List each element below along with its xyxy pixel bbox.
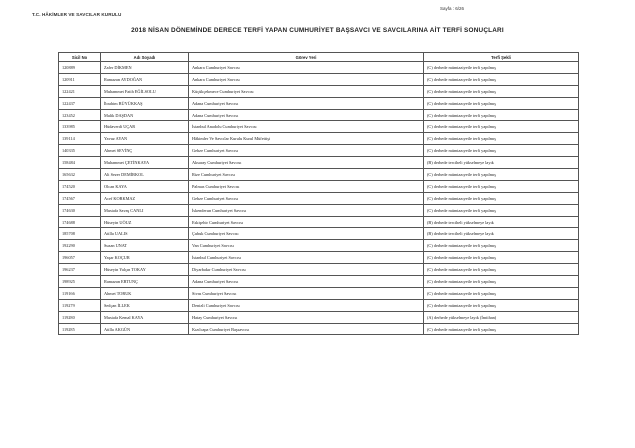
sicil-no-cell: 123452 [59, 109, 101, 121]
promotion-type-cell: (C) derhede mümtazıyetle terfi yapılmış [424, 323, 579, 335]
sicil-no-cell: 140335 [59, 145, 101, 157]
table-row [59, 216, 579, 228]
promotion-type-cell: (C) derhede mümtazıyetle terfi yapılmış [424, 252, 579, 264]
promotion-type-cell: (C) derhede mümtazıyetle terfi yapılmış [424, 73, 579, 85]
sicil-no-cell: 119285 [59, 323, 101, 335]
column-header-sicil-no: Sicil No [59, 53, 101, 62]
name-cell: Zafer DİKMEN [101, 62, 189, 74]
column-header-adi-soyadi: Adı Soyadı [101, 53, 189, 62]
promotion-type-cell: (C) derhede mümtazıyetle terfi yapılmış [424, 276, 579, 288]
sicil-no-cell: 174688 [59, 216, 101, 228]
table-row [59, 287, 579, 299]
sicil-no-cell: 119166 [59, 287, 101, 299]
table-row [59, 133, 579, 145]
duty-location-cell: Adana Cumhuriyet Savcısı [189, 97, 424, 109]
promotion-type-cell: (C) derhede mümtazıyetle terfi yapılmış [424, 287, 579, 299]
promotion-type-cell: (A) derhede yükselmeye layık (İmtihan) [424, 311, 579, 323]
table-row [59, 145, 579, 157]
duty-location-cell: Hâkimler Ve Savcılar Kurulu Kurul Müfettişi [189, 133, 424, 145]
results-table [58, 52, 579, 335]
duty-location-cell: Rize Cumhuriyet Savcısı [189, 169, 424, 181]
sicil-no-cell: 139114 [59, 133, 101, 145]
sicil-no-cell: 120889 [59, 62, 101, 74]
promotion-type-cell: (C) derhede mümtazıyetle terfi yapılmış [424, 85, 579, 97]
sicil-no-cell: 119280 [59, 311, 101, 323]
duty-location-cell: Eskişehir Cumhuriyet Savcısı [189, 216, 424, 228]
sicil-no-cell: 133985 [59, 121, 101, 133]
duty-location-cell: Hatay Cumhuriyet Savcısı [189, 311, 424, 323]
duty-location-cell: Palmas Cumhuriyet Savcısı [189, 180, 424, 192]
document-title: 2018 NİSAN DÖNEMİNDE DERECE TERFİ YAPAN CUMHURİYET BAŞSAVCI VE SAVCILARINA AİT TERFİ SONUÇLARI [131, 27, 504, 34]
duty-location-cell: Ankara Cumhuriyet Savcısı [189, 62, 424, 74]
promotion-type-cell: (C) derhede mümtazıyetle terfi yapılmış [424, 180, 579, 192]
sicil-no-cell: 120911 [59, 73, 101, 85]
promotion-type-cell: (C) derhede mümtazıyetle terfi yapılmış [424, 109, 579, 121]
duty-location-cell: Van Cumhuriyet Savcısı [189, 240, 424, 252]
table-row [59, 180, 579, 192]
table-row [59, 252, 579, 264]
column-header-terfi-sekli: Terfi Şekli [424, 53, 579, 62]
name-cell: Ahmet TORUK [101, 287, 189, 299]
duty-location-cell: Denizli Cumhuriyet Savcısı [189, 299, 424, 311]
table-row [59, 323, 579, 335]
page-number: Sayfa : 6/26 [440, 6, 465, 11]
duty-location-cell: Adana Cumhuriyet Savcısı [189, 276, 424, 288]
sicil-no-cell: 192290 [59, 240, 101, 252]
promotion-type-cell: (C) derhede mümtaziyetle terfi yapılmış [424, 62, 579, 74]
promotion-type-cell: (C) derhede mümtazıyetle terfi yapılmış [424, 192, 579, 204]
table-row [59, 299, 579, 311]
column-header-gorev-yeri: Görev Yeri [189, 53, 424, 62]
promotion-type-cell: (C) derhede mümtazıyetle terfi yapılmış [424, 121, 579, 133]
table-row [59, 169, 579, 181]
duty-location-cell: Adana Cumhuriyet Savcısı [189, 109, 424, 121]
promotion-type-cell: (B) derhede terciheli yükselmeye layık [424, 157, 579, 169]
sicil-no-cell: 174630 [59, 204, 101, 216]
name-cell: Ali Sezer DEMİRKOL [101, 169, 189, 181]
name-cell: Mustafa Savaş CANLI [101, 204, 189, 216]
table-row [59, 192, 579, 204]
table-row [59, 240, 579, 252]
sicil-no-cell: 198925 [59, 276, 101, 288]
promotion-type-cell: (C) derhede mümtazıyetle terfi yapılmış [424, 299, 579, 311]
name-cell: Ramazan AYDOĞAN [101, 73, 189, 85]
promotion-type-cell: (C) derhede mümtazıyetle terfi yapılmış [424, 169, 579, 181]
table-row [59, 85, 579, 97]
name-cell: Acef KORKMAZ [101, 192, 189, 204]
promotion-type-cell: (C) derhede mümtazıyetle terfi yapılmış [424, 145, 579, 157]
duty-location-cell: İskenderun Cumhuriyet Savcısı [189, 204, 424, 216]
table-row [59, 276, 579, 288]
table-row [59, 157, 579, 169]
table-row [59, 62, 579, 74]
table-row [59, 73, 579, 85]
table-row [59, 264, 579, 276]
sicil-no-cell: 174520 [59, 180, 101, 192]
duty-location-cell: Gebze Cumhuriyet Savcısı [189, 192, 424, 204]
sicil-no-cell: 196057 [59, 252, 101, 264]
name-cell: Suzan UNAT [101, 240, 189, 252]
duty-location-cell: İstanbul Cumhuriyet Savcısı [189, 252, 424, 264]
name-cell: Muhammet Fatih EĞİLSOLU [101, 85, 189, 97]
name-cell: İbrahim BÜYÜKKAŞ [101, 97, 189, 109]
table-row [59, 311, 579, 323]
promotion-type-cell: (C) derhede mümtazıyetle terfi yapılmış [424, 264, 579, 276]
promotion-type-cell: (B) derhede terciheli yükselmeye layık [424, 216, 579, 228]
name-cell: Muhammet ÇETİNKAYA [101, 157, 189, 169]
promotion-type-cell: (C) derhede mümtazıyetle terfi yapılmış [424, 133, 579, 145]
organization-name: T.C. HÂKİMLER VE SAVCILAR KURULU [32, 12, 122, 17]
sicil-no-cell: 196237 [59, 264, 101, 276]
duty-location-cell: Ankara Cumhuriyet Savcısı [189, 73, 424, 85]
name-cell: Ahmet SEVİNÇ [101, 145, 189, 157]
duty-location-cell: İstanbul Anadolu Cumhuriyet Savcısı [189, 121, 424, 133]
duty-location-cell: Çubuk Cumhuriyet Savcısı [189, 228, 424, 240]
promotion-type-cell: (C) derhede mümtazıyetle terfi yapılmış [424, 240, 579, 252]
sicil-no-cell: 158484 [59, 157, 101, 169]
table-header-row [59, 53, 579, 62]
table-row [59, 109, 579, 121]
name-cell: Yavuz AYAN [101, 133, 189, 145]
name-cell: Atilla AKGÜN [101, 323, 189, 335]
sicil-no-cell: 174567 [59, 192, 101, 204]
table-row [59, 204, 579, 216]
sicil-no-cell: 122437 [59, 97, 101, 109]
sicil-no-cell: 185708 [59, 228, 101, 240]
name-cell: Hüseyin UÖUZ [101, 216, 189, 228]
duty-location-cell: Kızılcapa Cumhuriyet Başsavcısı [189, 323, 424, 335]
table-row [59, 121, 579, 133]
duty-location-cell: Gebze Cumhuriyet Savcısı [189, 145, 424, 157]
name-cell: Sedçan İLLEK [101, 299, 189, 311]
duty-location-cell: Sivas Cumhuriyet Savcısı [189, 287, 424, 299]
name-cell: Yaşar KOÇUR [101, 252, 189, 264]
duty-location-cell: Aksaray Cumhuriyet Savcısı [189, 157, 424, 169]
table-row [59, 97, 579, 109]
promotion-type-cell: (C) derhede mümtazıyetle terfi yapılmış [424, 97, 579, 109]
duty-location-cell: Diyarbakır Cumhuriyet Savcısı [189, 264, 424, 276]
sicil-no-cell: 122421 [59, 85, 101, 97]
name-cell: Hüseyin Yalçın TOKAY [101, 264, 189, 276]
name-cell: Malik DAŞDAN [101, 109, 189, 121]
table-row [59, 228, 579, 240]
sicil-no-cell: 119279 [59, 299, 101, 311]
name-cell: Atilla UALIS [101, 228, 189, 240]
duty-location-cell: Küçükçekmece Cumhuriyet Savcısı [189, 85, 424, 97]
promotion-type-cell: (C) derhede mümtazıyetle terfi yapılmış [424, 204, 579, 216]
name-cell: Olcan KAYA [101, 180, 189, 192]
name-cell: Ramazan ERTUNÇ [101, 276, 189, 288]
promotion-type-cell: (B) derhede terciheli yükselmeye layık [424, 228, 579, 240]
name-cell: Mustafa Kemal KAYA [101, 311, 189, 323]
table-body [59, 62, 579, 335]
sicil-no-cell: 165632 [59, 169, 101, 181]
name-cell: Hüdaverdi UÇAR [101, 121, 189, 133]
